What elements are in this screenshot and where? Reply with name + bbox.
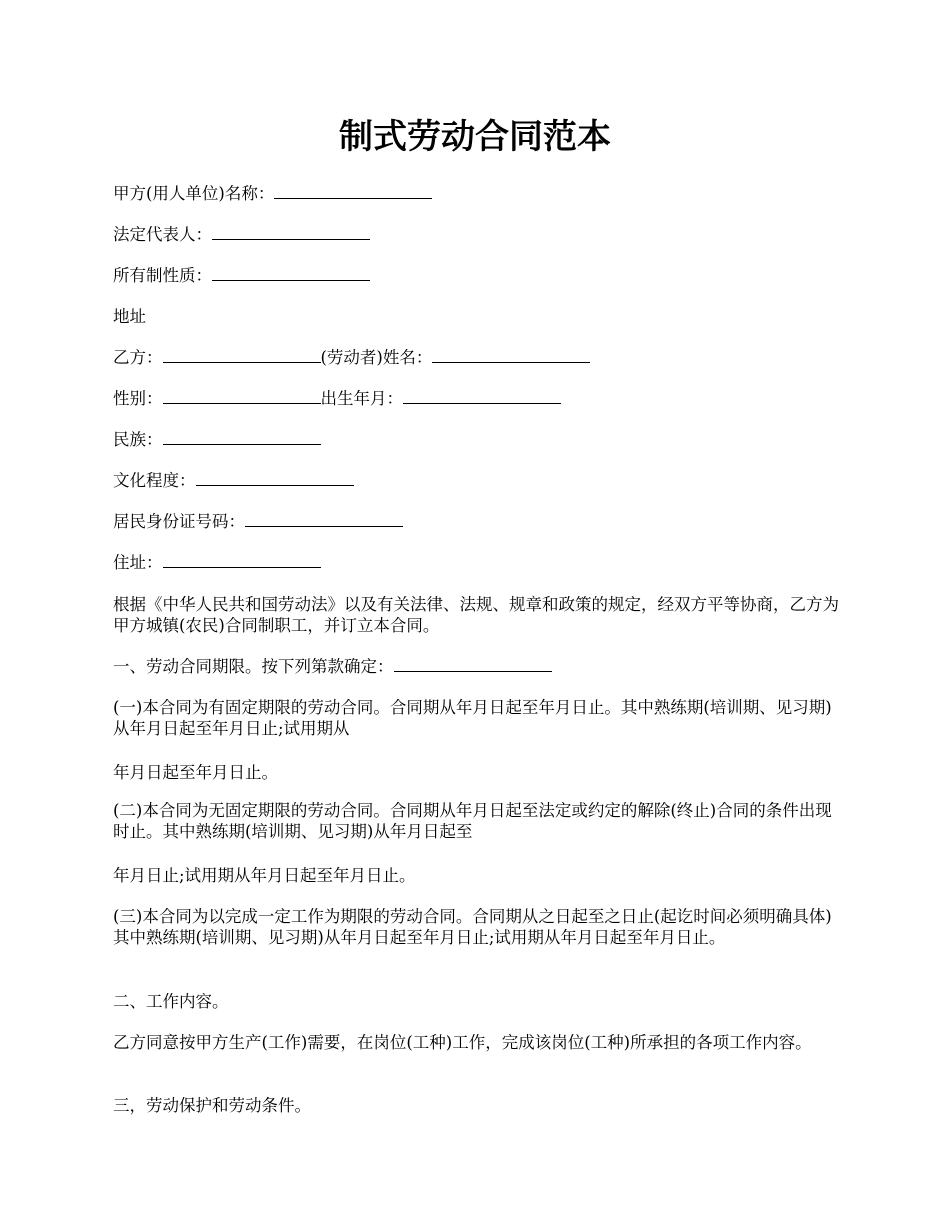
worker-name-label: (劳动者)姓名：	[320, 348, 433, 367]
section1-heading-line	[113, 656, 552, 677]
education-line	[113, 470, 354, 491]
residence-blank	[163, 552, 321, 568]
education-blank	[196, 470, 354, 486]
party-b-line	[113, 347, 590, 368]
clause1-c-paragraph: (三)本合同为以完成一定工作为期限的劳动合同。合同期从之日起至之日止(起讫时间必须明确具体)其中熟练期(培训期、见习期)从年月日起至年月日止;试用期从年月日起至年月日止。	[113, 907, 832, 947]
clause1-a-continuation: 年月日起至年月日止。	[113, 763, 278, 782]
id-number-blank	[245, 511, 403, 527]
section3-heading: 三，劳动保护和劳动条件。	[113, 1096, 311, 1115]
clause1-b-continuation: 年月日止;试用期从年月日起至年月日止。	[113, 866, 416, 885]
document-title: 制式劳动合同范本	[339, 117, 611, 157]
id-number-line	[113, 511, 403, 532]
intro-paragraph: 根据《中华人民共和国劳动法》以及有关法律、法规、规章和政策的规定，经双方平等协商，乙方为甲方城镇(农民)合同制职工，并订立本合同。	[113, 595, 839, 635]
employer-name-label: 甲方(用人单位)名称：	[113, 184, 275, 203]
birth-blank	[403, 388, 561, 404]
section1-heading: 一、劳动合同期限。按下列第款确定：	[113, 657, 394, 676]
ethnicity-blank	[163, 429, 321, 445]
residence-line	[113, 552, 321, 573]
ethnicity-line	[113, 429, 321, 450]
legal-rep-line	[113, 224, 370, 245]
ownership-blank	[212, 265, 370, 281]
address-label: 地址	[113, 307, 146, 326]
clause1-a-paragraph: (一)本合同为有固定期限的劳动合同。合同期从年月日起至年月日止。其中熟练期(培训期、见习期)从年月日起至年月日止;试用期从	[113, 698, 832, 738]
ownership-label: 所有制性质：	[113, 266, 212, 285]
id-number-label: 居民身份证号码：	[113, 512, 245, 531]
section2-body: 乙方同意按甲方生产(工作)需要，在岗位(工种)工作，完成该岗位(工种)所承担的各项工作内容。	[113, 1033, 812, 1052]
address-line	[113, 306, 146, 327]
employer-name-blank	[274, 183, 432, 199]
employer-name-line	[113, 183, 432, 204]
residence-label: 住址：	[113, 553, 163, 572]
legal-rep-blank	[212, 224, 370, 240]
worker-name-blank	[432, 347, 590, 363]
clause1-b-paragraph: (二)本合同为无固定期限的劳动合同。合同期从年月日起至法定或约定的解除(终止)合同的条件出现时止。其中熟练期(培训期、见习期)从年月日起至	[113, 801, 832, 841]
section1-blank	[394, 656, 552, 672]
education-label: 文化程度：	[113, 471, 196, 490]
ownership-line	[113, 265, 370, 286]
ethnicity-label: 民族：	[113, 430, 163, 449]
gender-birth-line	[113, 388, 561, 409]
party-b-label: 乙方：	[113, 348, 163, 367]
section2-heading: 二、工作内容。	[113, 992, 229, 1011]
gender-blank	[163, 388, 321, 404]
party-b-blank	[163, 347, 321, 363]
legal-rep-label: 法定代表人：	[113, 225, 212, 244]
birth-label: 出生年月：	[320, 389, 403, 408]
gender-label: 性别：	[113, 389, 163, 408]
